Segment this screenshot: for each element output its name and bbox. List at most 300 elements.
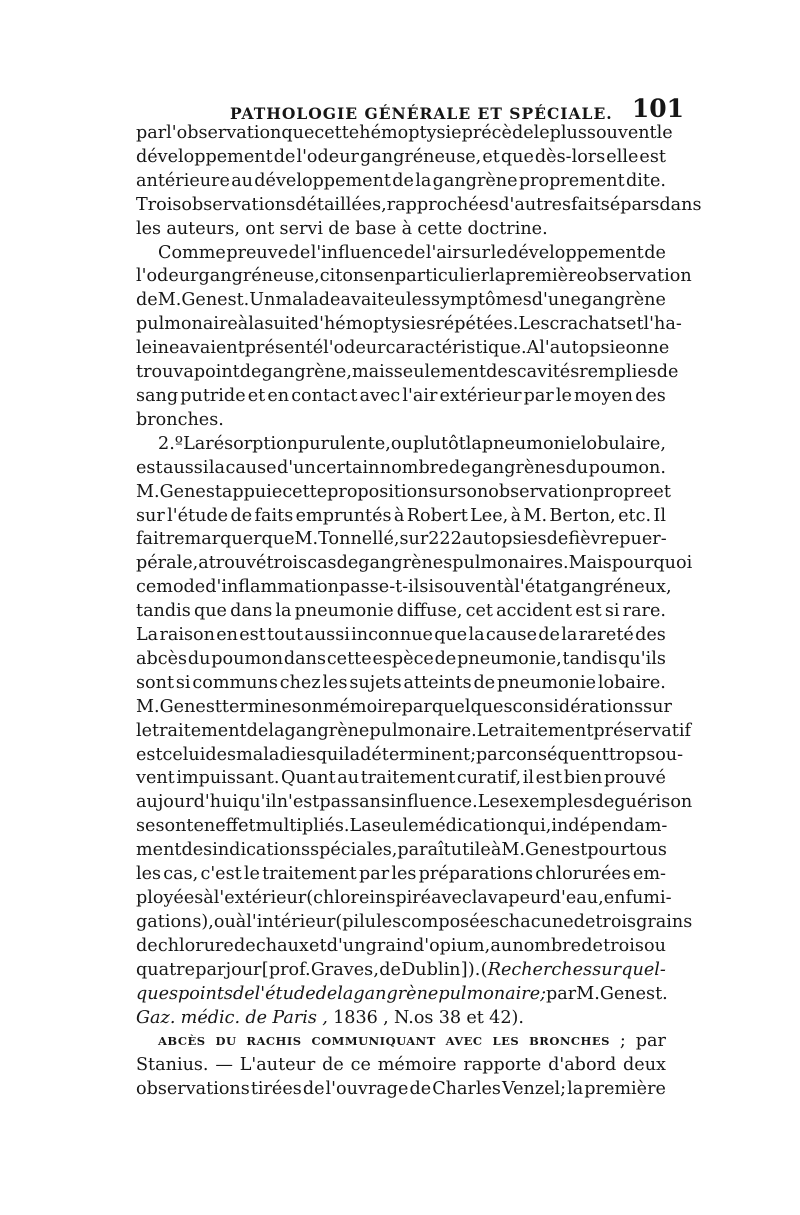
word: faits [254,505,294,526]
word: Genest [159,696,222,717]
word: caractéristique. [385,338,527,359]
word: pulmonaire [136,314,238,335]
word: de [234,935,256,956]
word: spéciales, [310,840,398,861]
word: sur [136,505,165,526]
word: l'intérieur [246,911,336,932]
word: la [567,1079,584,1100]
word: seule [371,816,419,837]
text-line [136,361,679,385]
word: l'odeur [323,338,386,359]
word: Robert [406,505,468,526]
word: sur [461,242,491,263]
word: la [268,720,285,741]
word: nombre [512,935,582,956]
word: Comme [158,242,226,263]
word: 222 [428,529,462,550]
word: avait [340,290,385,311]
text-line [136,600,666,624]
word: servi [279,218,323,239]
word: l'ha- [643,314,682,335]
word: prouvé [603,768,666,789]
word: la [561,625,578,646]
word: de [403,242,426,263]
word: à [203,888,214,908]
word: accident [496,601,573,622]
word: propre [593,481,654,502]
word: quatre [136,959,195,980]
word: communs [192,672,278,693]
text-line [136,767,666,791]
word: au [490,935,513,956]
word: doctrine. [467,218,548,239]
word: par [136,123,167,143]
word: 2.º [158,433,184,454]
word: la [343,744,361,765]
word: de [434,648,457,669]
word: en [267,385,290,406]
text-line [136,457,666,481]
word: symptômes [431,290,532,311]
word: citons [319,266,374,287]
word: préparations [418,864,534,885]
word: , [373,959,380,980]
word: de [473,672,496,693]
word: de [322,1055,344,1076]
word: pneumonie, [457,648,562,669]
word: cette [282,481,328,502]
word: l'observation [166,123,282,143]
word: l'étude [254,983,316,1004]
text-line [136,911,693,935]
word: qu'il [238,792,277,813]
word: , [385,433,391,454]
word: celui [162,744,206,765]
word: M. [523,505,548,526]
word: la [489,266,506,287]
word: l'odeur [136,266,199,287]
word: la [337,983,354,1004]
word: tous [628,840,667,861]
word: à [235,911,247,932]
word: Il [653,505,666,526]
word: le [533,123,550,143]
word: est [535,768,563,789]
word: BRONCHES [529,1034,610,1049]
word: de [288,242,311,263]
word: chaux [255,935,309,956]
word: les [391,864,417,885]
word: , [665,577,672,598]
running-title: PATHOLOGIE GÉNÉRALE ET SPÉCIALE. [230,104,613,123]
word: d [573,911,585,932]
text-line [136,624,666,648]
word: Charles [432,1079,501,1100]
word: par [476,744,507,765]
word: Recherches [487,959,593,980]
word: observation [488,481,594,502]
word: aussi [162,457,209,478]
word: Genest. [599,983,668,1004]
word: par [546,983,577,1004]
text-line [136,289,666,313]
word: des [635,385,666,406]
word: de [336,553,359,574]
word: avec [359,385,401,406]
text-line [136,313,682,337]
word: gangréneux [559,577,666,598]
word: deux [623,1055,666,1076]
word: sur [399,529,429,550]
text-line [136,194,702,218]
word: ques [136,983,179,1004]
word: le [656,123,673,143]
word: les [136,864,162,885]
word: de [546,529,569,550]
word: et [466,1007,484,1028]
word: est [136,457,163,478]
word: , [660,433,666,454]
word: , [598,888,604,908]
word: des [486,362,517,383]
word: de [592,792,615,813]
word: le [136,720,153,741]
text-line [136,1054,666,1078]
word: tandis [562,648,618,669]
word: l'autopsie [539,338,626,359]
word: d'eau [549,888,599,908]
word: gangrène, [261,362,352,383]
text-line [136,146,666,170]
word: par [401,696,432,717]
text-line [136,1007,666,1031]
word: raison [159,625,215,646]
word: inconnue [351,625,433,646]
word: la [208,457,226,478]
word: sont [136,672,175,693]
word: abcès [136,648,188,669]
text-line [136,815,666,839]
word: inspiré [369,888,432,908]
word: point [193,362,240,383]
word: Trois [136,194,182,215]
word: faits [571,194,610,215]
word: extérieur [439,385,522,406]
word: il [522,768,534,789]
word: conséquent [506,744,609,765]
word: c'est [200,864,242,885]
word: est [239,625,266,646]
word: de [315,983,338,1004]
word: diffuse, [396,601,463,622]
word: eu [384,290,406,311]
word: les [405,290,432,311]
word: sang [136,385,179,406]
word: cas, [163,864,199,885]
word: tout [267,625,304,646]
word: M. [294,529,319,550]
word: de [644,242,666,263]
word: sont [155,816,194,837]
word: cause [225,457,277,478]
word: la [415,170,432,191]
word: que [261,529,295,550]
word: , [192,553,199,574]
word: plutôt [412,433,466,454]
word: qui [315,744,344,765]
word: sans [350,792,391,813]
text-line [136,1030,666,1054]
word: le [555,385,572,406]
text-line [136,505,666,529]
word: trois [595,911,637,932]
word: dans [283,648,326,669]
word: cette [326,648,372,669]
word: prof. [268,959,311,980]
word: Genest [159,481,222,502]
word: de [239,362,262,383]
word: de [302,1079,325,1100]
word: la [471,888,488,908]
word: bronches. [136,409,224,430]
word: l'air [425,242,461,263]
word: en [193,816,216,837]
word: purulente [298,433,386,454]
word: certain [316,457,380,478]
text-line [136,672,666,696]
word: de [136,290,158,311]
word: d'un [277,457,316,478]
word: avec [431,888,472,908]
word: l'extérieur [213,888,307,908]
word: trop [608,744,647,765]
word: quel- [621,959,666,980]
word: bien [563,768,603,789]
word: à [510,505,522,526]
word: et [247,385,266,406]
word: cette [417,218,463,239]
word: Lee, [470,505,509,526]
word: répétées. [435,314,519,335]
word: de [230,505,253,526]
word: par [195,959,226,980]
word: et [653,481,671,502]
text-line [136,935,666,959]
word: Dublin [401,959,461,980]
word: trouvé [208,553,267,574]
word: de [379,959,401,980]
word: ment [136,840,182,861]
word: guérison [614,792,693,813]
word: préservatif [593,720,691,741]
word: d'abord [548,1055,617,1076]
word: Graves [310,959,374,980]
word: ; [540,983,547,1004]
word: première [584,1079,666,1100]
word: de [392,170,414,191]
word: développement [254,170,391,191]
word: Tonnellé, [318,529,400,550]
word: vapeur [487,888,550,908]
word: cas [307,553,337,574]
word: cette [314,123,360,143]
word: du [187,648,211,669]
word: [ [261,959,269,980]
word: dans [659,194,702,215]
word: COMMUNIQUANT [311,1034,436,1049]
word: et [482,146,500,167]
word: pourquoi [611,553,693,574]
word: et [309,935,327,956]
word: passe-t-il [338,577,420,598]
body-text [136,122,702,1102]
word: fait [136,529,166,550]
word: utile [450,840,491,861]
word: autopsies [461,529,547,550]
word: auteurs, [166,218,241,239]
word: particulier [395,266,490,287]
word: de [232,983,255,1004]
word: des [635,625,666,646]
word: avaient [179,338,245,359]
word: des [181,840,213,861]
word: la [468,625,485,646]
word: rapprochées [386,194,499,215]
word: appuie [221,481,283,502]
word: cet [465,601,494,622]
word: l'odeur [296,146,359,167]
word: impuissant. [176,768,280,789]
word: Mais [568,553,612,574]
word: d'inflammation [205,577,339,598]
word: ployées [136,888,204,908]
word: cause [485,625,537,646]
text-line [136,122,673,146]
word: N.os [393,1007,434,1028]
word: La [136,625,159,646]
word: e [584,911,596,932]
word: ont [245,218,275,239]
word: détaillées, [295,194,387,215]
text-line [136,265,692,289]
word: contact [291,385,358,406]
word: fumi- [625,888,672,908]
word: ou [644,935,666,956]
word: base [355,218,397,239]
word: La [349,816,372,837]
word: du [565,457,589,478]
word: trouva [136,362,194,383]
word: qui, [517,816,552,837]
word: est [639,146,666,167]
word: dans [230,601,273,622]
text-line [136,959,666,983]
word: par [523,385,554,406]
word: indications [212,840,311,861]
text-line [136,887,672,911]
word: Venzel; [502,1079,567,1100]
word: lobulaire [580,433,661,454]
word: considérations [512,696,644,717]
word: L'auteur [239,1055,316,1076]
word: puer- [619,529,667,550]
word: résorption [205,433,299,454]
word: termine [221,696,292,717]
word: mode [156,577,206,598]
word: proposition [327,481,429,502]
word: les [136,218,162,239]
word: trois [603,935,644,956]
word: traitement [152,720,247,741]
word: mais [351,362,394,383]
word: que [281,123,315,143]
word: observation [586,266,692,287]
word: pneumonie [481,433,581,454]
word: si [419,577,435,598]
word: hémoptysie [359,123,462,143]
word: dite. [625,170,666,191]
word: M. [157,290,182,311]
word: d'une [531,290,581,311]
text-line [136,218,666,242]
word: espèce [372,648,434,669]
text-line [136,385,666,409]
word: ce [136,577,157,598]
word: curatif, [456,768,522,789]
text-line [136,839,666,863]
word: rare. [622,601,666,622]
word: de [656,362,679,383]
word: remarquer [165,529,262,550]
word: gangrène [353,983,439,1004]
word: d'un [326,935,366,956]
word: pneumonie [294,601,394,622]
word: l'étude [167,505,229,526]
word: gangrène [432,170,518,191]
word: ] [460,959,468,980]
word: l'état [514,577,560,598]
word: en [216,625,238,646]
word: crachats [549,314,627,335]
word: 1836 [333,1007,378,1028]
word: ; [470,744,477,765]
word: mémoire [377,1055,457,1076]
text-line [136,409,666,433]
word: malade [275,290,341,311]
word: Paris [272,1007,317,1028]
word: tirées [250,1079,302,1100]
word: son [291,696,323,717]
word: développement [136,146,273,167]
text-line [136,552,693,576]
word: souvent [434,577,504,598]
word: AVEC [445,1034,483,1049]
word: atteints [403,672,472,693]
word: quelques [431,696,513,717]
word: maladies [236,744,316,765]
word: pas [319,792,351,813]
word: n'est [276,792,320,813]
word: le [490,242,507,263]
word: Les [518,314,550,335]
word: de [409,1079,432,1100]
word: son [457,481,489,502]
word: ). [467,959,481,980]
word: de [449,457,471,478]
word: de [328,218,350,239]
word: de [273,146,296,167]
word: gangrènes [358,553,453,574]
